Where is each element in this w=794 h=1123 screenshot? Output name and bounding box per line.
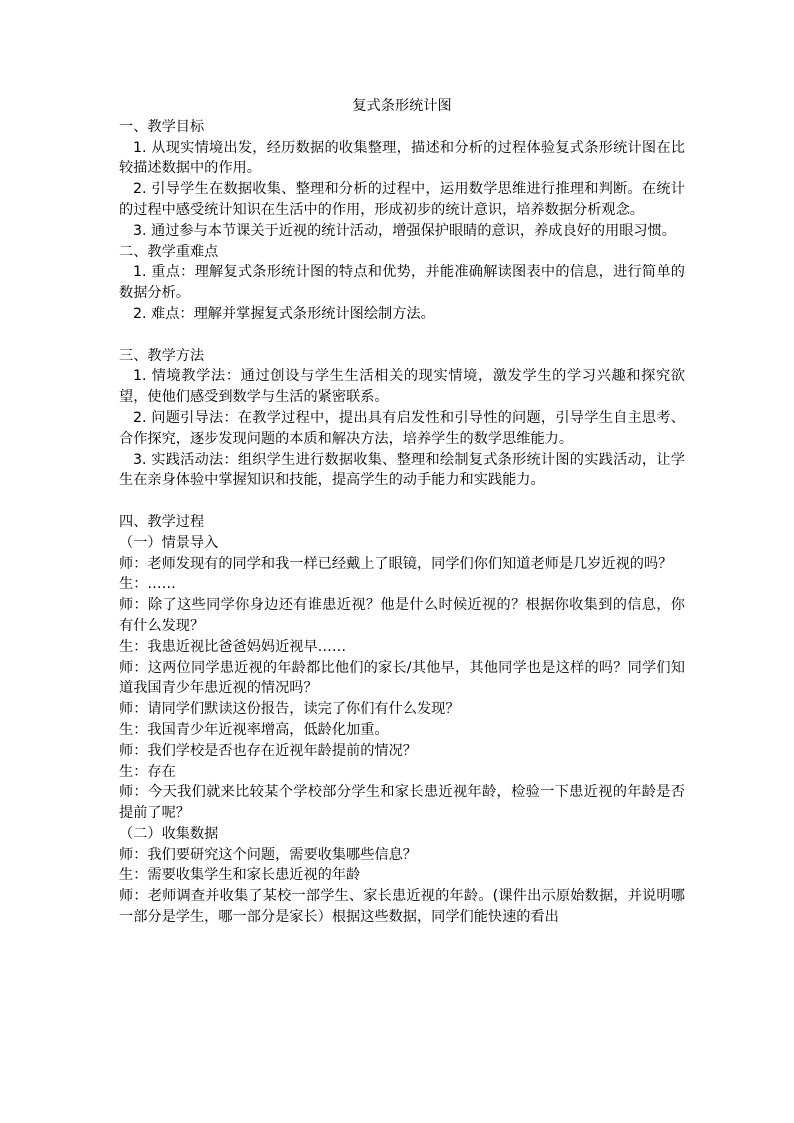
subsection-collect-data: （二）收集数据 [119, 825, 219, 842]
dialogue-line: 师：今天我们就来比较某个学校部分学生和家长患近视年龄，检验一下患近视的年龄是否提前了呢？ [119, 784, 685, 822]
method-3: 3. 实践活动法：组织学生进行数据收集、整理和绘制复式条形统计图的实践活动，让学生在亲身体验中掌握知识和技能，提高学生的动手能力和实践能力。 [119, 451, 685, 489]
dialogue-line: 师：我们要研究这个问题，需要收集哪些信息？ [119, 846, 417, 863]
objective-2: 2. 引导学生在数据收集、整理和分析的过程中，运用数学思维进行推理和判断。在统计的过程中感受统计知识在生活中的作用，形成初步的统计意识，培养数据分析观念。 [119, 181, 685, 218]
key-point-1: 1. 重点：理解复式条形统计图的特点和优势，并能准确解读图表中的信息，进行简单的数据分析。 [119, 264, 685, 302]
dialogue-line: 生：存在 [119, 763, 176, 780]
dialogue-line: 生：需要收集学生和家长患近视的年龄 [119, 867, 361, 884]
section-heading-methods: 三、教学方法 [119, 347, 205, 364]
dialogue-line: 师：我们学校是否也存在近视年龄提前的情况？ [119, 742, 417, 759]
method-2: 2. 问题引导法：在教学过程中，提出具有启发性和引导性的问题，引导学生自主思考、合作探究，逐步发现问题的本质和解决方法，培养学生的数学思维能力。 [119, 409, 685, 447]
method-1: 1. 情境教学法：通过创设与学生生活相关的现实情境，激发学生的学习兴趣和探究欲望，使他们感受到数学与生活的紧密联系。 [119, 368, 685, 406]
dialogue-line: 师：请同学们默读这份报告，读完了你们有什么发现？ [119, 701, 460, 718]
dialogue-line: 师：除了这些同学你身边还有谁患近视？他是什么时候近视的？根据你收集到的信息，你有什么发现？ [119, 597, 685, 634]
objective-3: 3. 通过参与本节课关于近视的统计活动，增强保护眼睛的意识，养成良好的用眼习惯。 [133, 222, 676, 239]
section-heading-objectives: 一、教学目标 [119, 118, 205, 135]
key-point-2: 2. 难点：理解并掌握复式条形统计图绘制方法。 [133, 305, 435, 322]
dialogue-line: 生：我患近视比爸爸妈妈近视早…… [119, 638, 347, 655]
dialogue-line: 生：…… [119, 576, 176, 593]
dialogue-line: 师：老师调查并收集了某校一部学生、家长患近视的年龄。(课件出示原始数据，并说明哪一部分是学生，哪一部分是家长）根据这些数据，同学们能快速的看出 [119, 888, 685, 926]
blank-line [119, 491, 685, 512]
objective-1: 1. 从现实情境出发，经历数据的收集整理，描述和分析的过程体验复式条形统计图在比较描述数据中的作用。 [119, 139, 685, 177]
section-heading-key-points: 二、教学重难点 [119, 243, 219, 260]
blank-line [119, 325, 685, 346]
dialogue-line: 师：老师发现有的同学和我一样已经戴上了眼镜，同学们你们知道老师是几岁近视的吗？ [119, 555, 673, 572]
dialogue-line: 师：这两位同学患近视的年龄都比他们的家长/其他早，其他同学也是这样的吗？同学们知道我国青少年患近视的情况吗？ [119, 659, 685, 697]
section-heading-process: 四、教学过程 [119, 513, 205, 530]
dialogue-line: 生：我国青少年近视率增高，低龄化加重。 [119, 721, 389, 738]
document-title: 复式条形统计图 [352, 98, 452, 114]
subsection-intro: （一）情景导入 [119, 534, 219, 551]
document-page [119, 96, 685, 928]
